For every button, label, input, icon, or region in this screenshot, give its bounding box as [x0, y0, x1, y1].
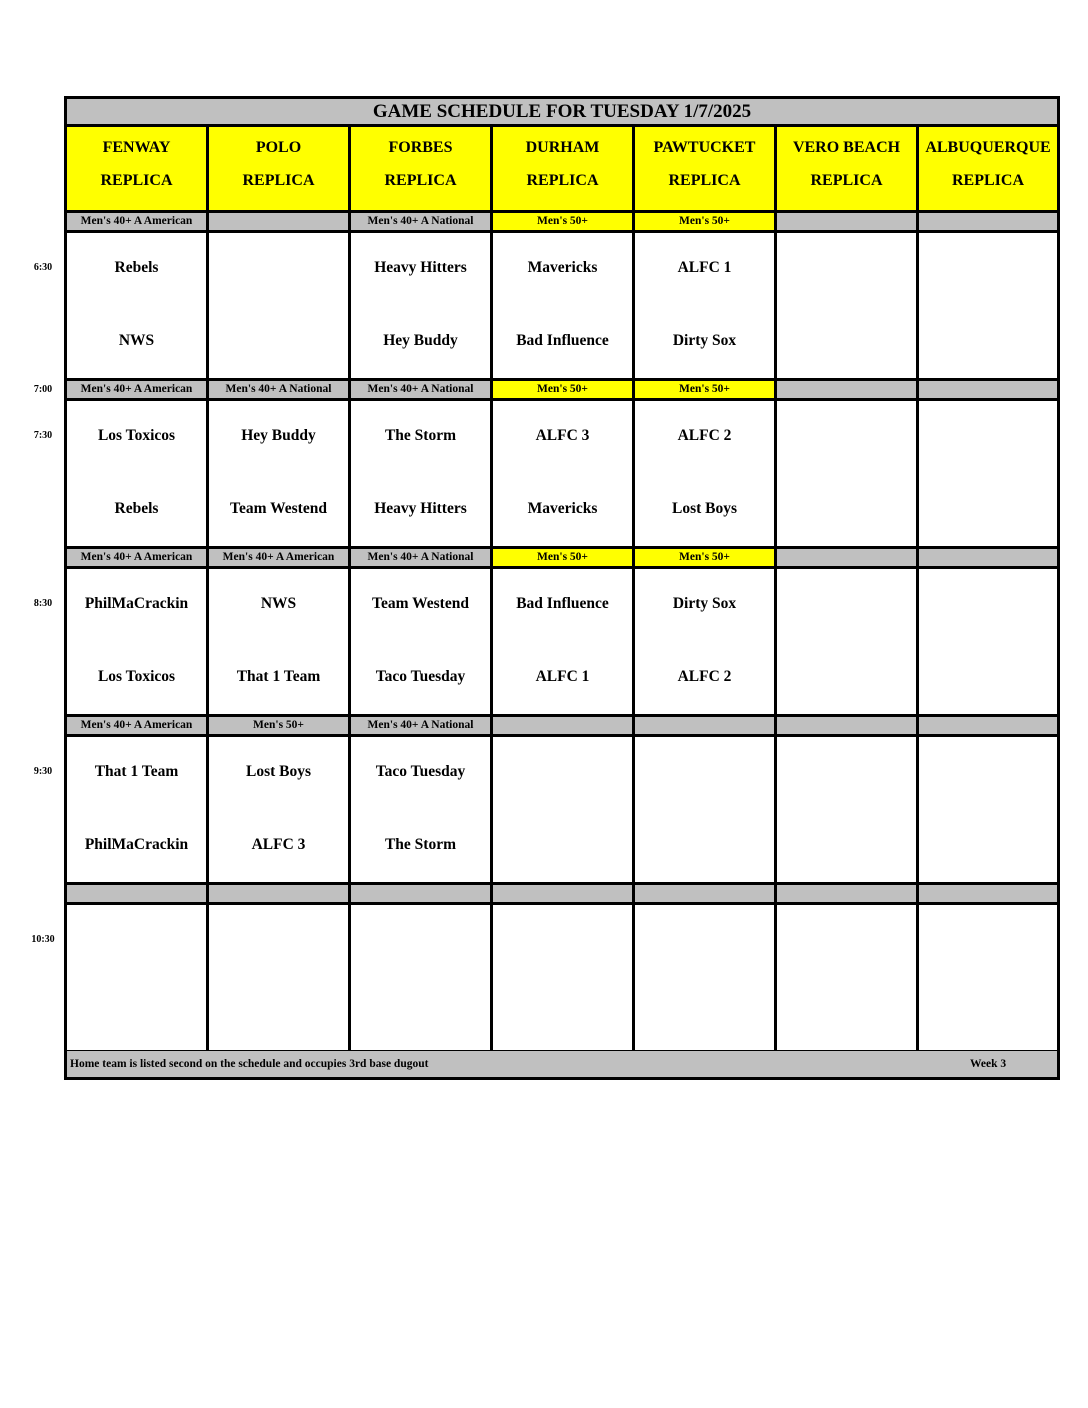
field-name: VERO BEACH	[792, 139, 901, 156]
division-label: Men's 50+	[493, 381, 635, 401]
field-header	[919, 127, 1057, 213]
division-label	[209, 213, 351, 233]
game-cell	[209, 401, 351, 549]
game-cell	[351, 569, 493, 717]
away-team: Lost Boys	[245, 763, 312, 780]
field-header	[777, 127, 919, 213]
home-team: ALFC 3	[251, 836, 306, 853]
game-time-label: 7:30	[33, 430, 53, 441]
field-header	[351, 127, 493, 213]
game-cell	[919, 905, 1057, 1053]
division-label	[919, 717, 1057, 737]
game-cell	[919, 737, 1057, 885]
field-name: FENWAY	[102, 139, 171, 156]
home-team: NWS	[118, 332, 155, 349]
division-label	[635, 717, 777, 737]
field-name: PAWTUCKET	[653, 139, 756, 156]
division-label: Men's 50+	[209, 717, 351, 737]
game-cell	[635, 569, 777, 717]
away-team: Mavericks	[527, 259, 598, 276]
division-label	[493, 885, 635, 905]
home-team: Mavericks	[527, 500, 598, 517]
home-team: That 1 Team	[236, 668, 321, 685]
away-team: Dirty Sox	[672, 595, 737, 612]
division-label: Men's 40+ A National	[209, 381, 351, 401]
field-subtitle: REPLICA	[384, 172, 457, 189]
home-team: PhilMaCrackin	[84, 836, 189, 853]
home-team: Hey Buddy	[383, 332, 458, 349]
footer-note: Home team is listed second on the schedule and occupies 3rd base dugout	[70, 1058, 429, 1070]
game-cell	[493, 401, 635, 549]
away-team: Hey Buddy	[241, 427, 316, 444]
field-subtitle: REPLICA	[810, 172, 883, 189]
division-label: Men's 50+	[635, 381, 777, 401]
field-subtitle: REPLICA	[951, 172, 1024, 189]
game-cell	[67, 569, 209, 717]
away-team: ALFC 1	[677, 259, 732, 276]
home-team: ALFC 1	[535, 668, 590, 685]
game-cell	[635, 233, 777, 381]
division-label	[635, 885, 777, 905]
division-label	[351, 885, 493, 905]
game-time-label: 6:30	[33, 262, 53, 273]
away-team: Taco Tuesday	[375, 763, 466, 780]
home-team: Team Westend	[230, 500, 327, 517]
game-cell	[635, 905, 777, 1053]
division-label	[777, 717, 919, 737]
game-time-label: 10:30	[31, 934, 55, 945]
field-subtitle: REPLICA	[100, 172, 173, 189]
away-team: The Storm	[384, 427, 457, 444]
division-label: Men's 40+ A National	[351, 213, 493, 233]
division-label: Men's 40+ A National	[351, 549, 493, 569]
game-cell	[493, 737, 635, 885]
game-cell	[777, 401, 919, 549]
away-team: Los Toxicos	[97, 427, 176, 444]
home-team: Heavy Hitters	[374, 500, 467, 517]
field-name: FORBES	[388, 139, 453, 156]
game-cell	[67, 233, 209, 381]
home-team: ALFC 2	[677, 668, 732, 685]
game-cell	[919, 233, 1057, 381]
division-label: Men's 50+	[635, 213, 777, 233]
divider-time-label: 7:00	[33, 384, 53, 395]
game-cell	[209, 569, 351, 717]
game-cell	[209, 905, 351, 1053]
field-name: DURHAM	[525, 139, 600, 156]
schedule-table	[64, 96, 1060, 1080]
game-cell	[777, 905, 919, 1053]
game-cell	[635, 737, 777, 885]
division-label: Men's 40+ A American	[67, 549, 209, 569]
field-header	[209, 127, 351, 213]
away-team: That 1 Team	[94, 763, 179, 780]
field-name: POLO	[255, 139, 302, 156]
home-team: Bad Influence	[516, 332, 609, 349]
game-cell	[919, 401, 1057, 549]
home-team: Lost Boys	[671, 500, 738, 517]
game-cell	[67, 401, 209, 549]
division-label	[919, 549, 1057, 569]
game-cell	[67, 737, 209, 885]
division-label	[919, 885, 1057, 905]
game-cell	[351, 401, 493, 549]
division-label: Men's 40+ A American	[209, 549, 351, 569]
game-cell	[351, 737, 493, 885]
home-team: Los Toxicos	[97, 668, 176, 685]
division-label	[919, 381, 1057, 401]
game-cell	[351, 233, 493, 381]
game-cell	[351, 905, 493, 1053]
division-label	[777, 213, 919, 233]
away-team: Team Westend	[372, 595, 469, 612]
away-team: NWS	[260, 595, 297, 612]
division-label: Men's 40+ A American	[67, 717, 209, 737]
division-label	[777, 549, 919, 569]
away-team: ALFC 3	[535, 427, 590, 444]
division-label	[777, 885, 919, 905]
division-label: Men's 50+	[493, 213, 635, 233]
away-team: PhilMaCrackin	[84, 595, 189, 612]
division-label	[493, 717, 635, 737]
division-label: Men's 50+	[493, 549, 635, 569]
division-label: Men's 40+ A American	[67, 381, 209, 401]
game-cell	[777, 569, 919, 717]
field-header	[493, 127, 635, 213]
field-subtitle: REPLICA	[526, 172, 599, 189]
away-team: ALFC 2	[677, 427, 732, 444]
footer-bar	[67, 1051, 1057, 1077]
division-label: Men's 40+ A National	[351, 717, 493, 737]
division-label	[209, 885, 351, 905]
away-team: Bad Influence	[516, 595, 609, 612]
game-cell	[635, 401, 777, 549]
game-time-label: 8:30	[33, 598, 53, 609]
game-cell	[209, 233, 351, 381]
game-cell	[493, 905, 635, 1053]
game-cell	[493, 569, 635, 717]
schedule-title: GAME SCHEDULE FOR TUESDAY 1/7/2025	[67, 99, 1057, 127]
field-subtitle: REPLICA	[242, 172, 315, 189]
game-cell	[777, 233, 919, 381]
game-cell	[209, 737, 351, 885]
home-team: Rebels	[114, 500, 159, 517]
away-team: Heavy Hitters	[374, 259, 467, 276]
division-label: Men's 50+	[635, 549, 777, 569]
division-label	[777, 381, 919, 401]
game-cell	[777, 737, 919, 885]
division-label: Men's 40+ A National	[351, 381, 493, 401]
game-cell	[919, 569, 1057, 717]
field-header	[67, 127, 209, 213]
game-time-label: 9:30	[33, 766, 53, 777]
field-subtitle: REPLICA	[668, 172, 741, 189]
week-label: Week 3	[970, 1058, 1007, 1070]
away-team: Rebels	[114, 259, 159, 276]
game-cell	[67, 905, 209, 1053]
field-name: ALBUQUERQUE	[925, 139, 1051, 156]
game-cell	[493, 233, 635, 381]
home-team: The Storm	[384, 836, 457, 853]
division-label	[919, 213, 1057, 233]
division-label: Men's 40+ A American	[67, 213, 209, 233]
home-team: Dirty Sox	[672, 332, 737, 349]
field-header	[635, 127, 777, 213]
home-team: Taco Tuesday	[375, 668, 466, 685]
division-label	[67, 885, 209, 905]
